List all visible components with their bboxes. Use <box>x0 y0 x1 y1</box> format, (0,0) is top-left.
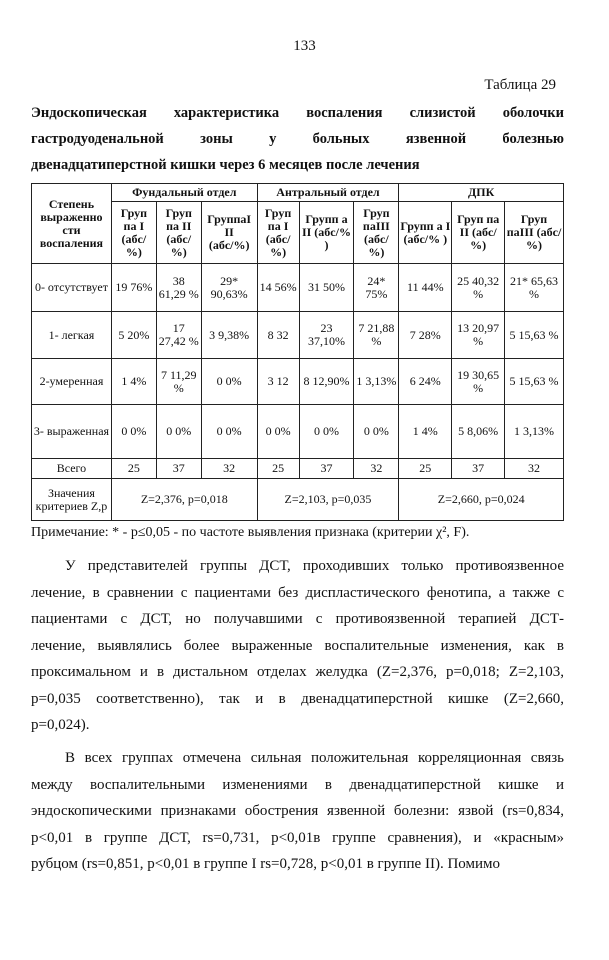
table-row <box>32 405 564 459</box>
heading-line: гастродуоденальной зоны у больных язвенной болезнью <box>31 131 564 147</box>
table-cell: 0 0% <box>111 405 156 459</box>
table-cell: 0 0% <box>299 405 354 459</box>
table-cell: 1 4% <box>399 405 452 459</box>
row-label: 3- выраженная <box>32 405 112 459</box>
table-cell: 0 0% <box>156 405 201 459</box>
corner-header: Степень выраженно сти воспаления <box>32 184 112 264</box>
paragraph-line: лечение, выявлялись более выраженные воспалительные изменения, как в <box>31 637 564 654</box>
subgroup-header: Груп па II (абс/ %) <box>156 202 201 264</box>
table-cell: 5 15,63 % <box>505 312 564 359</box>
table-cell: 19 30,65 % <box>452 359 505 405</box>
table-cell: 1 4% <box>111 359 156 405</box>
total-cell: 25 <box>399 459 452 479</box>
total-cell: 37 <box>156 459 201 479</box>
table-cell: 0 0% <box>201 405 257 459</box>
paragraph-line: проксимальном и в дистальном отделах желудка (Z=2,376, p=0,018; Z=2,103, <box>31 664 564 680</box>
data-table <box>31 183 564 521</box>
table-cell: 7 21,88 % <box>354 312 399 359</box>
table-cell: 23 37,10% <box>299 312 354 359</box>
group-header: Антральный отдел <box>257 184 399 202</box>
total-cell: 32 <box>201 459 257 479</box>
subgroup-header: Груп па II (абс/ %) <box>452 202 505 264</box>
table-cell: 3 9,38% <box>201 312 257 359</box>
heading-line: двенадцатиперстной кишки через 6 месяцев после лечения <box>31 157 420 173</box>
table-cell: 29* 90,63% <box>201 264 257 312</box>
table-cell: 8 12,90% <box>299 359 354 405</box>
table-cell: 3 12 <box>257 359 299 405</box>
subgroup-header: Групп а II (абс/% ) <box>299 202 354 264</box>
criteria-label: Значения критериев Z,p <box>32 479 112 521</box>
group-header: ДПК <box>399 184 564 202</box>
table-cell: 5 20% <box>111 312 156 359</box>
heading-line: Эндоскопическая характеристика воспаления слизистой оболочки <box>31 105 564 121</box>
total-cell: 32 <box>505 459 564 479</box>
paragraph-line: У представителей группы ДСТ, проходивших только противоязвенное <box>65 558 564 574</box>
paragraph-line: рубцом (rs=0,851, p<0,01 в группе I rs=0,728, p<0,01 в группе II). Помимо <box>31 856 501 872</box>
table-heading <box>31 100 564 178</box>
table-cell: 5 15,63 % <box>505 359 564 405</box>
table-cell: 8 32 <box>257 312 299 359</box>
page-number: 133 <box>293 38 316 54</box>
table-cell: 0 0% <box>257 405 299 459</box>
total-row <box>32 459 564 479</box>
criteria-cell: Z=2,103, p=0,035 <box>257 479 399 521</box>
criteria-cell: Z=2,376, p=0,018 <box>111 479 257 521</box>
total-label: Всего <box>32 459 112 479</box>
paragraph-line: p=0,024). <box>31 717 90 733</box>
table-row <box>32 359 564 405</box>
total-cell: 32 <box>354 459 399 479</box>
table-cell: 13 20,97 % <box>452 312 505 359</box>
paragraph-line: В всех группах отмечена сильная положительная корреляционная связь <box>65 750 564 766</box>
paragraph-line: p=0,035 соответственно), так и в двенадцатиперстной кишке (Z=2,660, <box>31 690 564 707</box>
table-cell: 1 3,13% <box>505 405 564 459</box>
table-cell: 0 0% <box>201 359 257 405</box>
paragraph-line: p<0,01 в группе ДСТ, rs=0,731, p<0,01в группе сравнения), и «красным» <box>31 829 564 846</box>
paragraph-1 <box>31 553 564 739</box>
table-cell: 6 24% <box>399 359 452 405</box>
table-cell: 5 8,06% <box>452 405 505 459</box>
criteria-cell: Z=2,660, p=0,024 <box>399 479 564 521</box>
total-cell: 25 <box>111 459 156 479</box>
group-header: Фундальный отдел <box>111 184 257 202</box>
table-label: Таблица 29 <box>484 77 556 93</box>
subgroup-header: Групп а I (абс/% ) <box>399 202 452 264</box>
total-cell: 37 <box>299 459 354 479</box>
table-cell: 38 61,29 % <box>156 264 201 312</box>
table-row <box>32 264 564 312</box>
subgroup-header: ГруппаI II (абс/%) <box>201 202 257 264</box>
table-note: Примечание: * - p≤0,05 - по частоте выявления признака (критерии χ², F). <box>31 525 470 540</box>
table-cell: 7 28% <box>399 312 452 359</box>
table-cell: 21* 65,63 % <box>505 264 564 312</box>
table-cell: 25 40,32 % <box>452 264 505 312</box>
row-label: 1- легкая <box>32 312 112 359</box>
total-cell: 37 <box>452 459 505 479</box>
subgroup-header: Груп па I (абс/ %) <box>111 202 156 264</box>
table-cell: 14 56% <box>257 264 299 312</box>
subgroup-header: Груп паIII (абс/ %) <box>505 202 564 264</box>
table-cell: 24* 75% <box>354 264 399 312</box>
total-cell: 25 <box>257 459 299 479</box>
table-cell: 17 27,42 % <box>156 312 201 359</box>
table-cell: 1 3,13% <box>354 359 399 405</box>
table-cell: 31 50% <box>299 264 354 312</box>
table-cell: 7 11,29 % <box>156 359 201 405</box>
table-cell: 11 44% <box>399 264 452 312</box>
subgroup-header: Груп па I (абс/ %) <box>257 202 299 264</box>
table-cell: 19 76% <box>111 264 156 312</box>
paragraph-line: лечение, в сравнении с пациентами без диспластического фенотипа, а также с <box>31 584 564 601</box>
criteria-row <box>32 479 564 521</box>
paragraph-line: между воспалительными изменениями в двенадцатиперстной кишке и <box>31 776 564 793</box>
paragraph-line: эндоскопическими признаками обострения язвенной болезни: язвой (rs=0,834, <box>31 803 564 819</box>
paragraph-2 <box>31 745 564 878</box>
row-label: 2-умеренная <box>32 359 112 405</box>
paragraph-line: пациентами с ДСТ, но получавшими с противоязвенной терапией ДСТ- <box>31 611 564 627</box>
row-label: 0- отсутствует <box>32 264 112 312</box>
table-cell: 0 0% <box>354 405 399 459</box>
table-row <box>32 312 564 359</box>
subgroup-header: Груп паIII (абс/ %) <box>354 202 399 264</box>
